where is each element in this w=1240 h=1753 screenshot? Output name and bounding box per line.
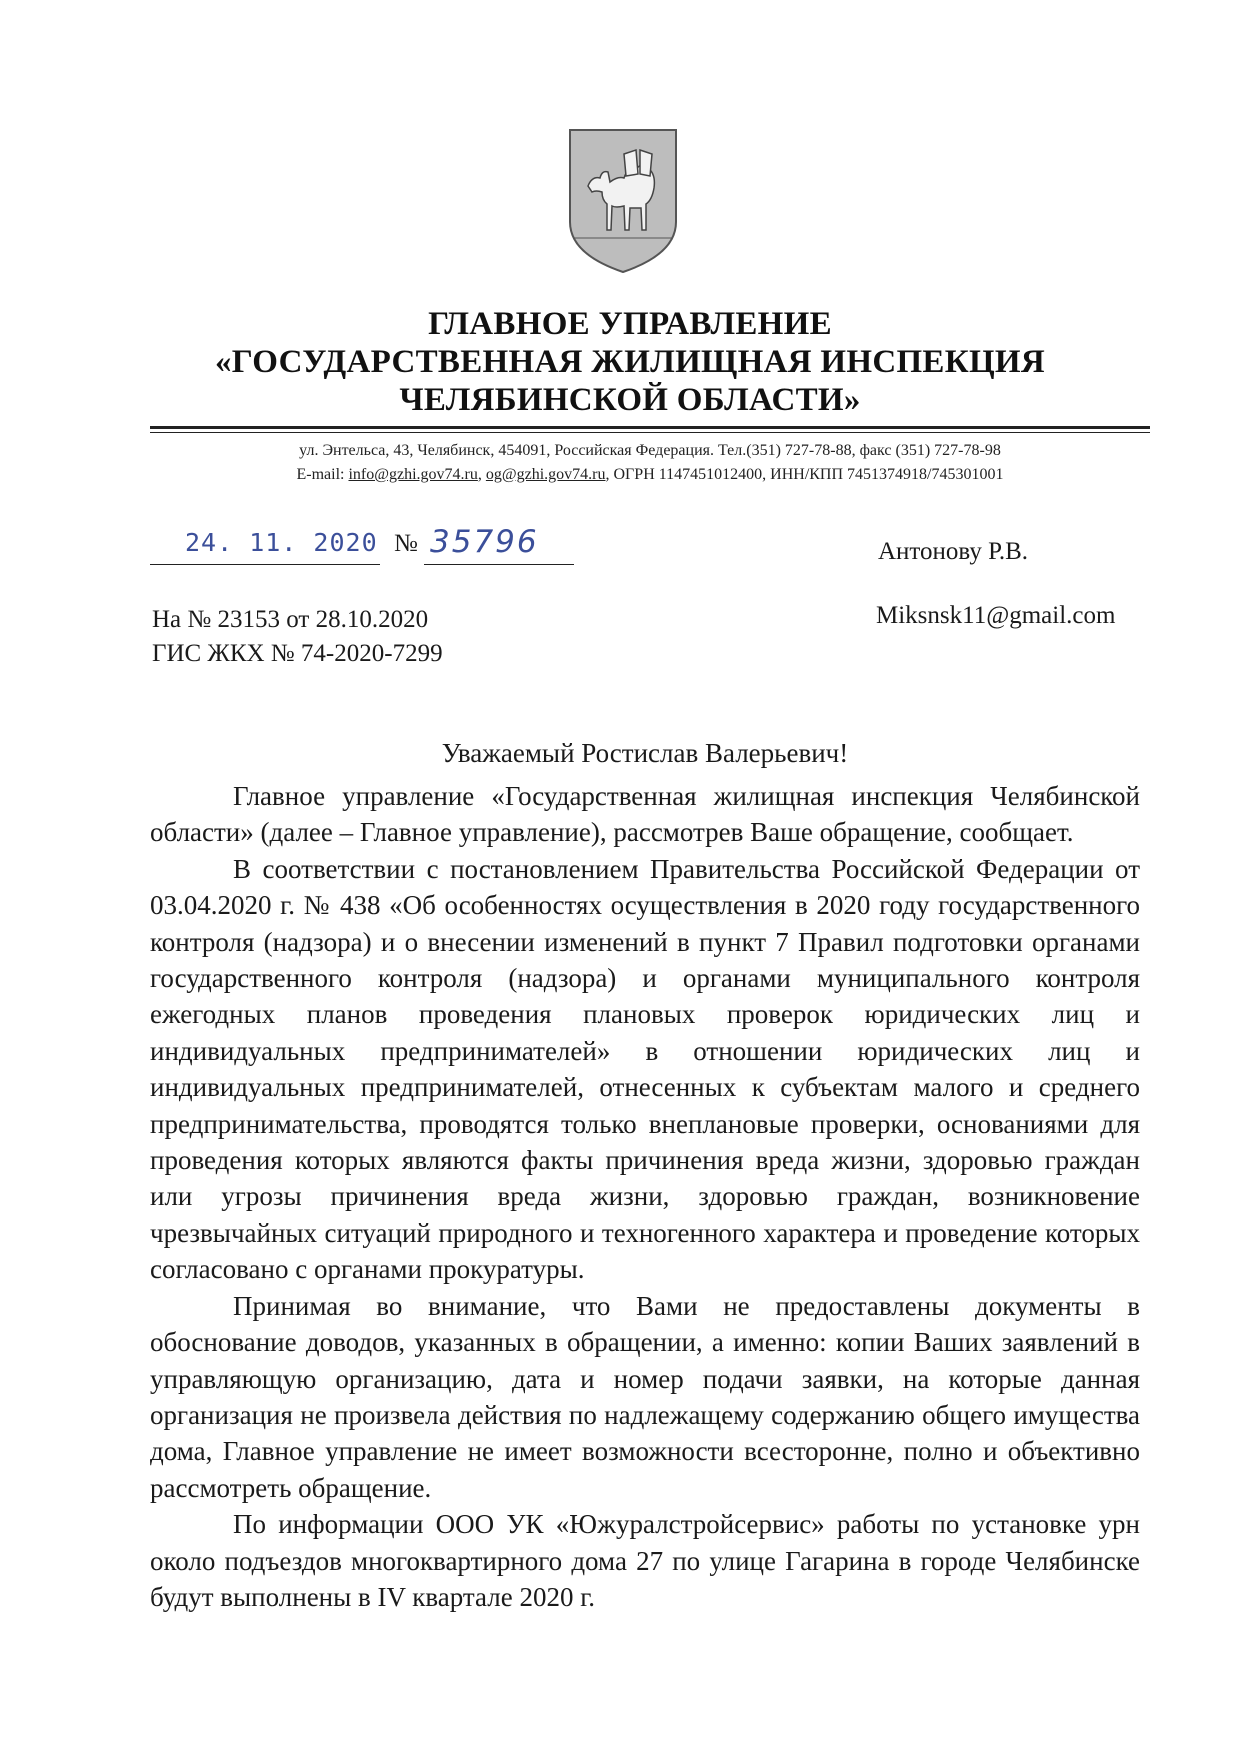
salutation: Уважаемый Ростислав Валерьевич!	[441, 738, 849, 768]
header-rule-thin	[150, 432, 1150, 433]
address-line: ул. Энтельса, 43, Челябинск, 454091, Российская Федерация. Тел.(351) 727-78-88, факс (351) 727-78-98	[299, 442, 1001, 459]
number-label: №	[394, 530, 418, 557]
email-label: E-mail:	[296, 466, 345, 483]
recipient-email: Miksnsk11@gmail.com	[876, 602, 1116, 629]
chelyabinsk-coat-of-arms-icon	[566, 126, 680, 276]
reply-reference: На № 23153 от 28.10.2020	[152, 606, 429, 633]
paragraph-info: По информации ООО УК «Южуралстройсервис» работы по установке урн около подъездов многоквартирного дома 27 по улице Гагарина в городе Челябинске будут выполнены в IV квартале 2020 г.	[150, 1509, 1140, 1612]
number-underline	[424, 564, 574, 565]
org-name-line-1: ГЛАВНОЕ УПРАВЛЕНИЕ	[428, 306, 832, 342]
header-rule-thick	[150, 426, 1150, 429]
paragraph-regulation: В соответствии с постановлением Правительства Российской Федерации от 03.04.2020 г. № 438 «Об особенностях осуществления в 2020 году государственного контроля (надзора) и о внесении изменений в пункт 7 Правил подготовки органами государственного контроля (надзора) и органами муниципального контроля ежегодных планов проведения плановых проверок юридических лиц и индивидуальных предпринимателей» в отношении юридических лиц и индивидуальных предпринимателей, отнесенных к субъектам малого и среднего предпринимательства, проводятся только внеплановые проверки, основаниями для проведения которых являются факты причинения вреда жизни, здоровью граждан или угрозы причинения вреда жизни, здоровью граждан, возникновение чрезвычайных ситуаций природного и техногенного характера и проведение которых согласовано с органами прокуратуры.	[150, 853, 1140, 1285]
letter-date: 24. 11. 2020	[185, 528, 378, 557]
org-name-line-2: «ГОСУДАРСТВЕННАЯ ЖИЛИЩНАЯ ИНСПЕКЦИЯ	[214, 344, 1046, 380]
letter-body	[150, 778, 1140, 1615]
org-name-line-3: ЧЕЛЯБИНСКОЙ ОБЛАСТИ»	[399, 382, 861, 418]
gis-reference: ГИС ЖКХ № 74-2020-7299	[152, 640, 443, 667]
email-link-info[interactable]: info@gzhi.gov74.ru	[348, 466, 478, 483]
paragraph-documents: Принимая во внимание, что Вами не предоставлены документы в обоснование доводов, указанных в обращении, а именно: копии Ваших заявлений в управляющую организацию, дата и номер подачи заявки, на которые данная организация не произвела действия по надлежащему содержанию общего имущества дома, Главное управление не имеет возможности всесторонне, полно и объективно рассмотреть обращение.	[150, 1290, 1140, 1503]
contact-line: E-mail: info@gzhi.gov74.ru, og@gzhi.gov74.ru, ОГРН 1147451012400, ИНН/КПП 7451374918/745301001	[296, 466, 1004, 483]
letter-number: 35796	[430, 524, 539, 560]
email-link-og[interactable]: og@gzhi.gov74.ru	[485, 466, 606, 483]
recipient-name: Антонову Р.В.	[878, 538, 1029, 565]
registry-info: , ОГРН 1147451012400, ИНН/КПП 7451374918/745301001	[605, 466, 1004, 483]
paragraph-intro: Главное управление «Государственная жилищная инспекция Челябинской области» (далее – Главное управление), рассмотрев Ваше обращение, сообщает.	[150, 781, 1140, 848]
date-underline	[150, 564, 380, 565]
